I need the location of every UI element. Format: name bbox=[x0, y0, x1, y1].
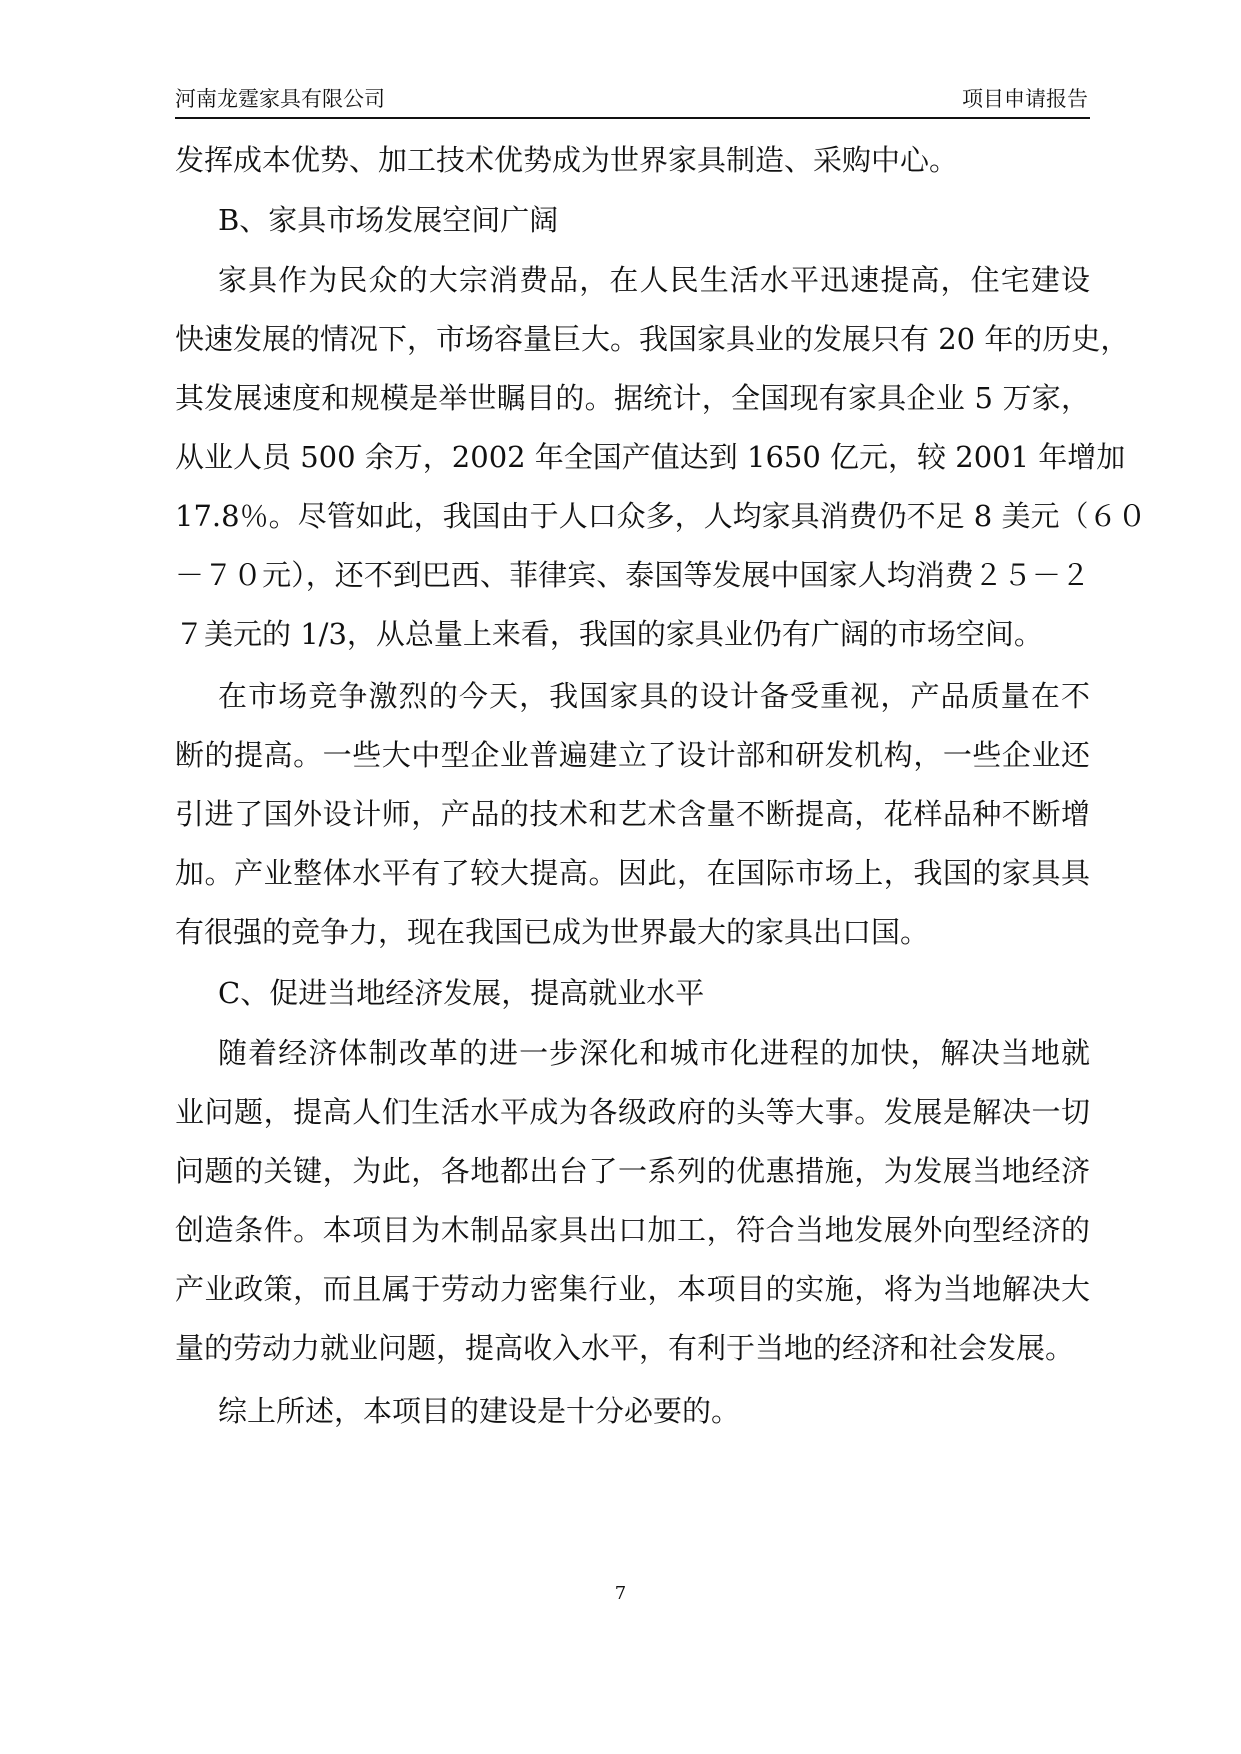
paragraph-line: 创造条件。本项目为木制品家具出口加工，符合当地发展外向型经济的 bbox=[175, 1213, 1090, 1247]
header-company-name: 河南龙霆家具有限公司 bbox=[175, 87, 385, 111]
page-number: 7 bbox=[614, 1583, 627, 1604]
header-rule bbox=[175, 117, 1090, 119]
paragraph-line: 从业人员 500 余万，2002 年全国产值达到 1650 亿元，较 2001 年增加 bbox=[175, 440, 1126, 474]
paragraph-line: 随着经济体制改革的进一步深化和城市化进程的加快，解决当地就 bbox=[218, 1036, 1090, 1070]
paragraph-line: 在市场竞争激烈的今天，我国家具的设计备受重视，产品质量在不 bbox=[218, 679, 1090, 713]
paragraph-line: 快速发展的情况下，市场容量巨大。我国家具业的发展只有 20 年的历史， bbox=[175, 322, 1130, 356]
paragraph-line: ７美元的 1/3，从总量上来看，我国的家具业仍有广阔的市场空间。 bbox=[175, 617, 1043, 651]
paragraph-line: 业问题，提高人们生活水平成为各级政府的头等大事。发展是解决一切 bbox=[175, 1095, 1090, 1129]
section-heading-b: B、家具市场发展空间广阔 bbox=[218, 203, 559, 237]
paragraph-line: 其发展速度和规模是举世瞩目的。据统计，全国现有家具企业 5 万家， bbox=[175, 381, 1090, 415]
header-document-type: 项目申请报告 bbox=[962, 87, 1088, 111]
section-heading-c: C、促进当地经济发展，提高就业水平 bbox=[218, 976, 705, 1010]
paragraph-line: 引进了国外设计师，产品的技术和艺术含量不断提高，花样品种不断增 bbox=[175, 797, 1090, 831]
paragraph-line: 发挥成本优势、加工技术优势成为世界家具制造、采购中心。 bbox=[175, 143, 959, 177]
paragraph-line: 量的劳动力就业问题，提高收入水平，有利于当地的经济和社会发展。 bbox=[175, 1331, 1075, 1365]
paragraph-line: 综上所述，本项目的建设是十分必要的。 bbox=[218, 1394, 741, 1428]
paragraph-line: 家具作为民众的大宗消费品，在人民生活水平迅速提高，住宅建设 bbox=[218, 263, 1090, 297]
paragraph-line: 产业政策，而且属于劳动力密集行业，本项目的实施，将为当地解决大 bbox=[175, 1272, 1090, 1306]
paragraph-line: 有很强的竞争力，现在我国已成为世界最大的家具出口国。 bbox=[175, 915, 930, 949]
paragraph-line: 加。产业整体水平有了较大提高。因此，在国际市场上，我国的家具具 bbox=[175, 856, 1090, 890]
paragraph-line: 断的提高。一些大中型企业普遍建立了设计部和研发机构，一些企业还 bbox=[175, 738, 1090, 772]
paragraph-line: －７０元），还不到巴西、菲律宾、泰国等发展中国家人均消费２５－２ bbox=[175, 558, 1090, 592]
paragraph-line: 问题的关键，为此，各地都出台了一系列的优惠措施，为发展当地经济 bbox=[175, 1154, 1090, 1188]
paragraph-line: 17.8％。尽管如此，我国由于人口众多，人均家具消费仍不足 8 美元（６０ bbox=[175, 499, 1147, 533]
page-header bbox=[175, 86, 1090, 116]
